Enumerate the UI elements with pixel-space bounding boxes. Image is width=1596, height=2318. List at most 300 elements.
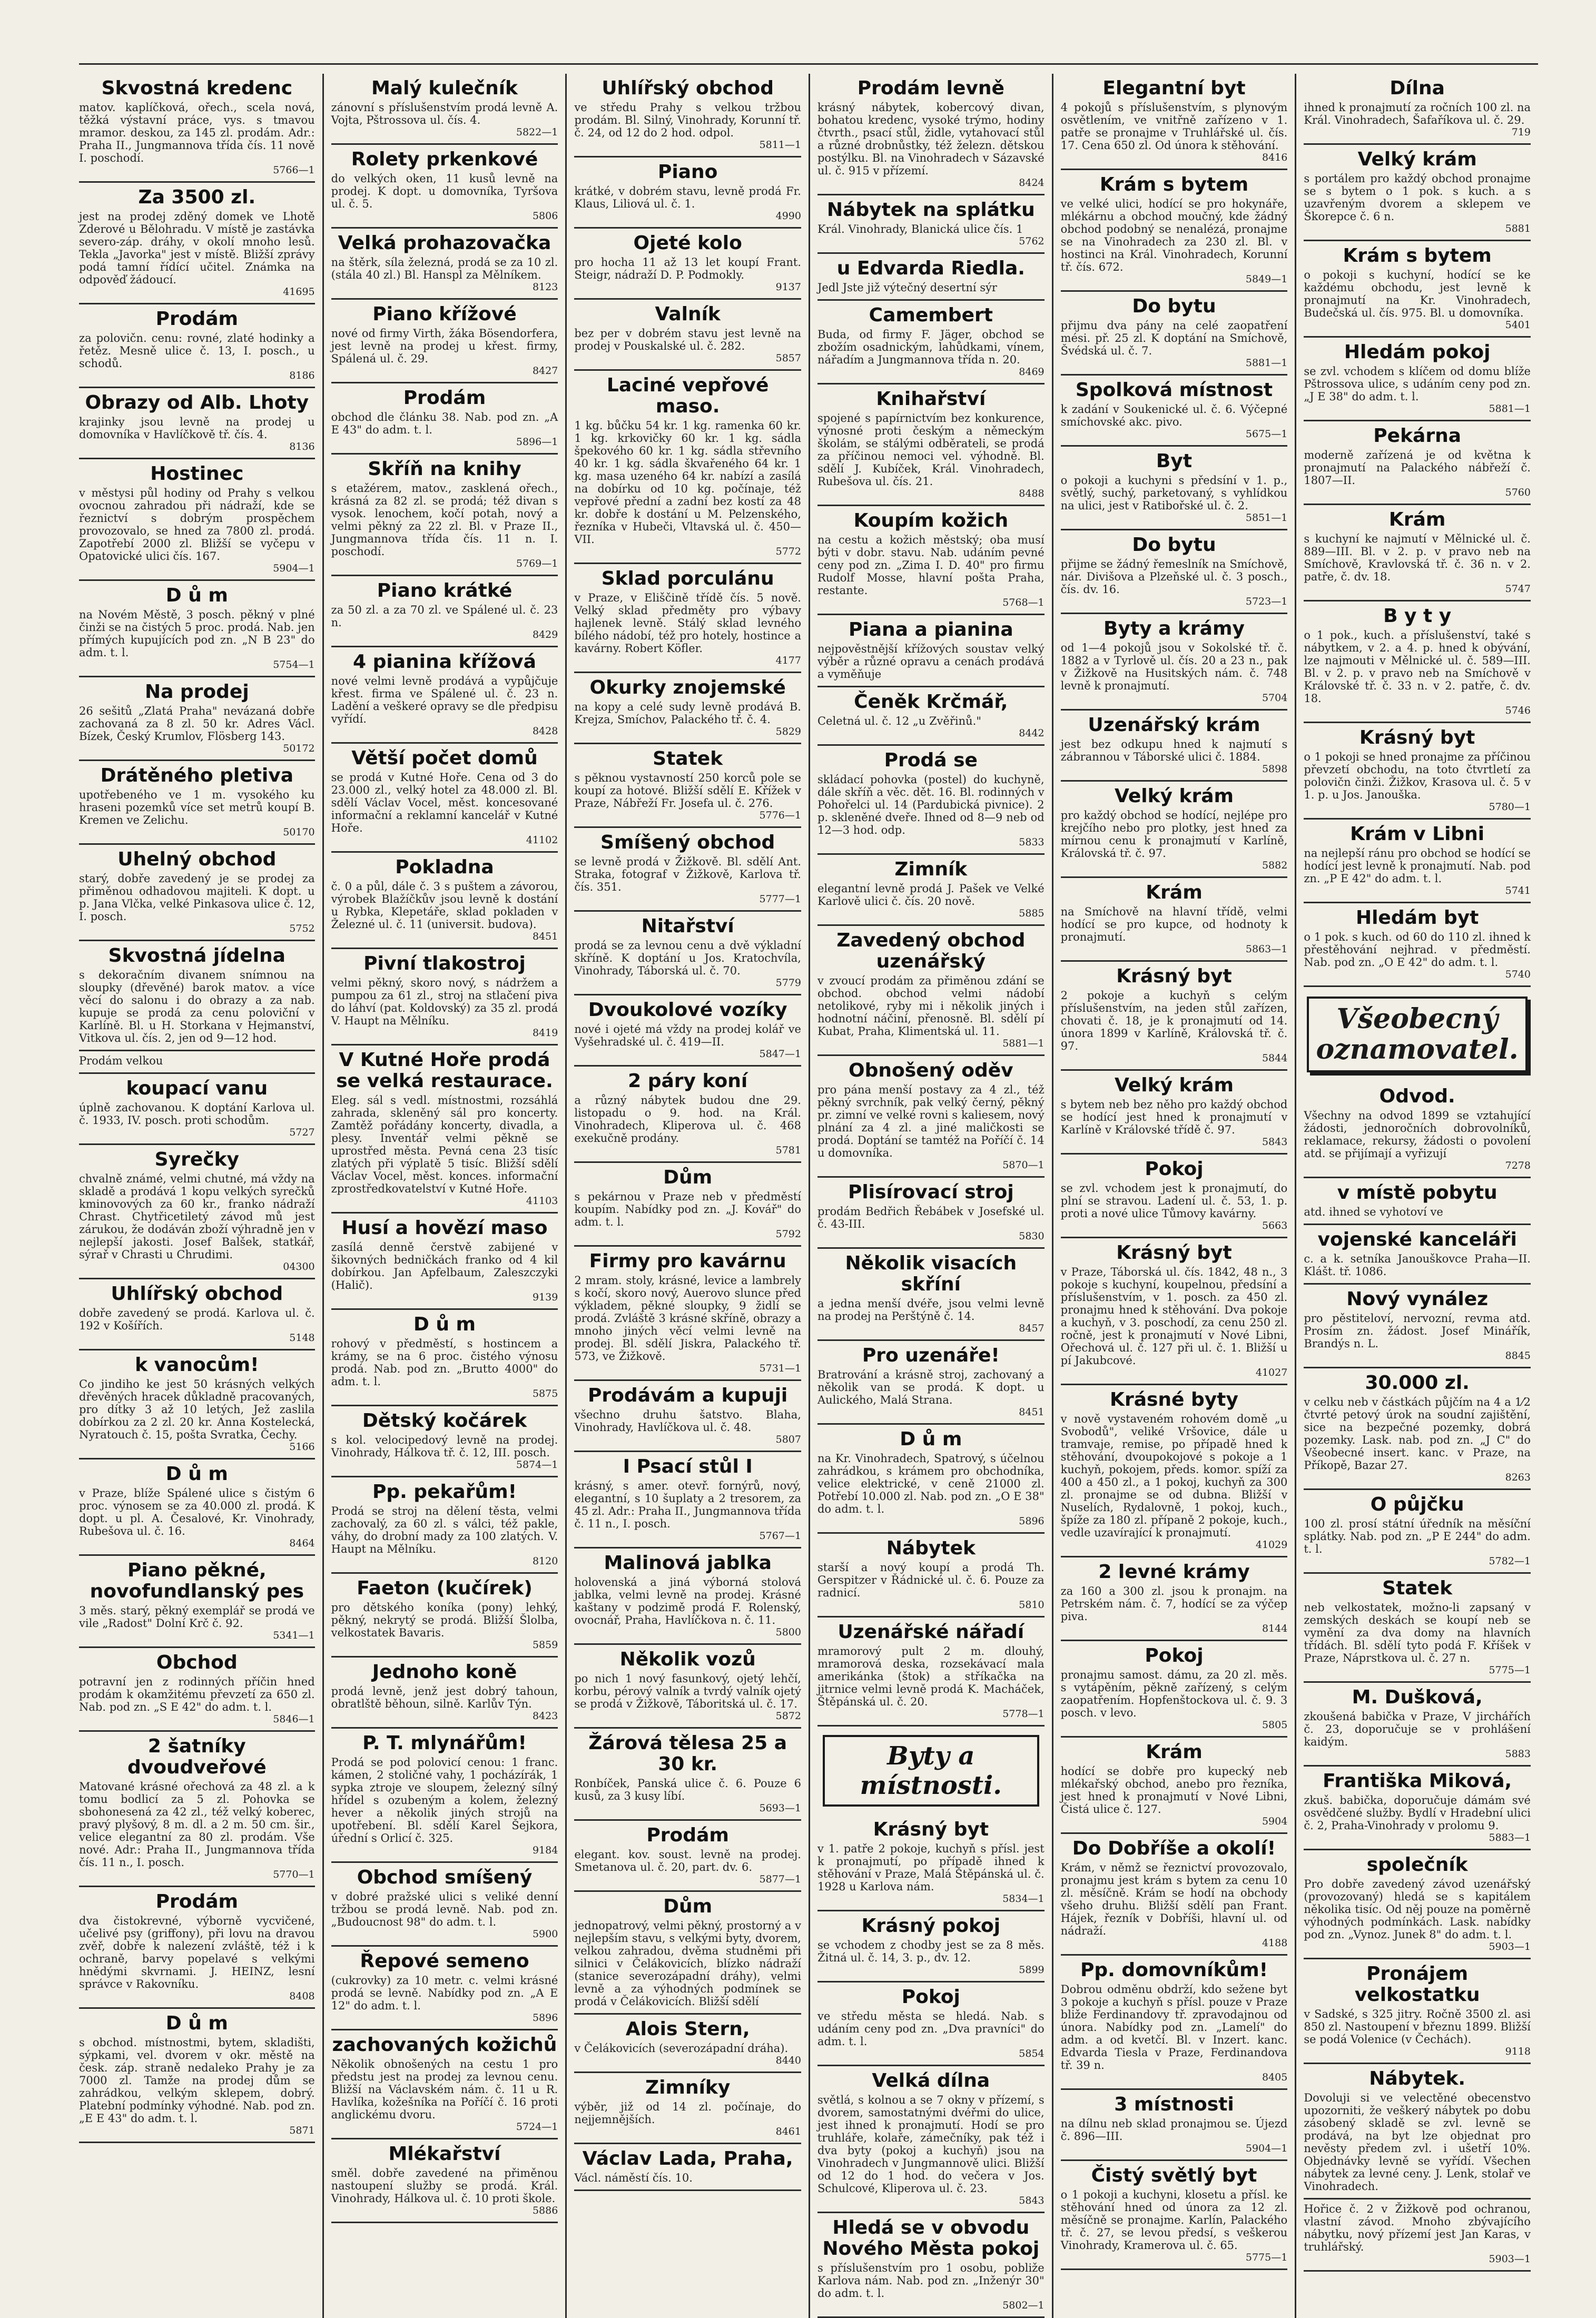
- classified-ad: [1304, 421, 1531, 505]
- ad-code: 5863—1: [1245, 943, 1288, 955]
- classified-ad: [1304, 1683, 1531, 1767]
- ad-code: 5770—1: [273, 1869, 315, 1880]
- ad-title: Elegantní byt: [1102, 77, 1246, 99]
- ad-body: o 1 pokoji a kuchyni, klosetu a přísl. ke stěhování hned od února za 12 zl. měsíčně se pronajme. Karlín, Palackého tř. č. 27, se levou předsí, s veškerou Vinohrady, Kramerova ul. č. 65.: [1060, 2188, 1288, 2252]
- classified-ad: [331, 74, 558, 145]
- ad-title: Nitařství: [641, 915, 734, 937]
- ad-code: 8469: [1019, 366, 1045, 378]
- ad-code: 5792: [775, 1228, 801, 1240]
- classified-ad: [817, 506, 1045, 615]
- ad-body: v městysi půl hodiny od Prahy s velkou ovocnou zahradou při nádraží, kde se řeznictví s dobrým prospěchem provozovalo, se hned za 7800 zl. prodá. Zapotřebí 2000 zl. Bližší se vyčepu v Opatovické ulici čís. 167.: [79, 487, 315, 563]
- ad-title: Koupím kožich: [853, 510, 1009, 531]
- classified-ad: [1061, 878, 1288, 962]
- ad-title: Hostinec: [150, 463, 244, 485]
- ad-body: Celetná ul. č. 12 „u Zvěřinů.": [817, 715, 981, 727]
- ad-code: 5904—1: [1245, 2143, 1288, 2154]
- ad-title: Knihařství: [876, 388, 986, 410]
- ad-code: 5754—1: [273, 659, 315, 670]
- ad-title: Zimníky: [645, 2077, 731, 2098]
- classified-ad: [1304, 241, 1531, 338]
- classified-ad: [817, 384, 1045, 506]
- ad-code: 5881: [1505, 223, 1531, 234]
- ad-body: mramorový pult 2 m. dlouhý, mramorová deska, rozsekávací mala amerikánka (štok) a stříkačka na jitrnice velmi levně prodá K. Macháček, Štěpánská ul. č. 20.: [817, 1645, 1045, 1708]
- ad-title: Plisírovací stroj: [848, 1181, 1014, 1203]
- ad-code: 5882: [1262, 860, 1288, 871]
- ad-code: 5881—1: [1489, 403, 1531, 415]
- ad-code: 8424: [1019, 177, 1045, 189]
- ad-body: s pěknou vystavností 250 korců pole se koupí za hotové. Bližší sdělí E. Křížek v Praze, Nábřeží Fr. Josefa ul. č. 276.: [574, 772, 801, 810]
- ad-body: se levně prodá v Žižkově. Bl. sdělí Ant. Straka, fotograf v Žižkově, Karlova tř. čís. 351.: [574, 855, 801, 893]
- ad-title: 2 páry koní: [628, 1070, 748, 1092]
- ad-code: 8136: [289, 441, 315, 452]
- ad-code: 41102: [526, 834, 558, 846]
- ad-code: 5871: [289, 2125, 315, 2136]
- section-header-box: [823, 1735, 1039, 1807]
- ad-code: 7278: [1505, 1160, 1531, 1171]
- classified-ad: [1061, 170, 1288, 292]
- ad-title: Malinová jablka: [604, 1552, 772, 1574]
- ad-code: 5854: [1019, 2048, 1045, 2059]
- ad-title: Velká dílna: [872, 2070, 990, 2092]
- ad-title: Za 3500 zl.: [138, 186, 256, 208]
- ad-title: Obchod: [156, 1652, 238, 1673]
- classified-ad: [1061, 1385, 1288, 1557]
- ad-title: Hledám pokoj: [1344, 341, 1491, 363]
- ad-title: Dvoukolové vozíky: [588, 999, 787, 1021]
- ad-title: Nábytek na splátku: [826, 199, 1035, 221]
- ad-code: 5874—1: [516, 1459, 558, 1471]
- ad-code: 5780—1: [1489, 801, 1531, 813]
- classified-ad: [1061, 376, 1288, 447]
- ad-code: 5693—1: [759, 1802, 801, 1814]
- ad-code: 5896: [1019, 1515, 1045, 1527]
- ad-body: ihned k pronajmutí za ročních 100 zl. na Král. Vinohradech, Šafaříkova ul. č. 29.: [1304, 101, 1531, 126]
- classified-ad: [331, 1729, 558, 1863]
- ad-body: obchod dle článku 38. Nab. pod zn. „A E 43" do adm. t. l.: [331, 411, 558, 436]
- ad-code: 5881—1: [1245, 357, 1288, 369]
- ad-body: velmi pěkný, skoro nový, s nádržem a pumpou za 61 zl., stroj na stlačení piva do láhví (pat. Koldovský) za 35 zl. prodá V. Haupt na Mělníku.: [331, 976, 558, 1027]
- ad-title: Krásný pokoj: [861, 1915, 1001, 1937]
- ad-title: vojenské kanceláři: [1317, 1229, 1517, 1250]
- ad-body: krásný nábytek, kobercový divan, bohatou kredenc, vysoké trýmo, hodiny čtvrth., psací stůl, židle, vytahovací stůl a různé drobnůstky, též železn. dětskou postýlku. Bl. na Vinohradech v Sázavské ul. č. 915 v přízemí.: [817, 101, 1045, 177]
- ad-body: Prodá se stroj na dělení těsta, velmi zachovalý, za 60 zl. s válci, též pakle, váhy, do drobní mady za 100 zlatých. V. Haupt na Mělníku.: [331, 1505, 558, 1555]
- ad-title: Na prodej: [144, 681, 249, 703]
- ad-body: Bratrování a krásně stroj, zachovaný a několik van se prodá. K dopt. u Aulického, Malá Strana.: [817, 1368, 1045, 1406]
- ad-title: 2 šatníky dvoudveřové: [127, 1735, 267, 1778]
- ad-body: pronajmu samost. dámu, za 20 zl. měs. s vytápěním, pěkně zařízený, s celým zaopatřením. Hopfenštockova ul. č. 9. 3 posch. v levo.: [1060, 1669, 1288, 1719]
- ad-title: Velký krám: [1357, 149, 1477, 170]
- ad-code: 41027: [1255, 1367, 1288, 1378]
- classified-ad: [1304, 145, 1531, 241]
- section-header-title: Všeobecný oznamovatel.: [1316, 1003, 1519, 1066]
- ad-body: Buda, od firmy F. Jäger, obchod se zbožím osadnickým, lahůdkami, vínem, nářadím a Jungmannova třída n. 20.: [817, 328, 1045, 366]
- ad-title: B y t y: [1383, 605, 1452, 627]
- ad-code: 4188: [1262, 1937, 1288, 1949]
- classified-ad: [79, 183, 315, 304]
- ad-body: v dobré pražské ulici s veliké denní tržbou se prodá levně. Nab. pod zn. „Budoucnost 98" do adm. t. l.: [331, 1890, 558, 1928]
- classified-ad: [574, 1247, 801, 1381]
- ad-body: 100 zl. prosí státní úředník na měsíční splátky. Nab. pod zn. „P E 244" do adm. t. l.: [1304, 1517, 1531, 1555]
- ad-title: Pokladna: [395, 856, 494, 878]
- ad-code: 5805: [1262, 1719, 1288, 1731]
- ad-title: Pekárna: [1373, 425, 1462, 447]
- classified-ad: [1061, 530, 1288, 614]
- ad-title: M. Dušková,: [1352, 1686, 1483, 1708]
- ad-title: Zavedený obchod uzenářský: [836, 930, 1026, 972]
- ad-code: 5851—1: [1245, 512, 1288, 524]
- ad-body: prodám Bedřich Řebábek v Josefské ul. č. 43-III.: [817, 1205, 1045, 1230]
- ad-body: Pro dobře zavedený závod uzenářský (provozovaný) hledá se s kapitálem několika tisíc. Od něj pouze na poměrně výhodných podmínkách. Lask. nabídky pod zn. „Vynoz. Junek 8" do adm. t. l.: [1304, 1878, 1531, 1941]
- ad-title: 30.000 zl.: [1365, 1372, 1470, 1394]
- ad-title: u Edvarda Riedla.: [836, 258, 1025, 279]
- classified-ad: [79, 1556, 315, 1648]
- ad-body: v Praze, v Eliščině třídě čís. 5 nově. Velký sklad předměty pro výbavy hajlenek levně. Stálý sklad levného bílého nádobí, též pro hotely, hostince a kavárny. Robert Köfler.: [574, 591, 801, 655]
- ad-title: Nový vynález: [1346, 1288, 1489, 1310]
- classified-ad: [79, 1145, 315, 1279]
- section-header-title: Byty a místnosti.: [860, 1741, 1002, 1800]
- ad-code: 5768—1: [1002, 597, 1045, 608]
- classified-ad: [574, 1821, 801, 1892]
- classified-ad: [574, 300, 801, 371]
- classified-ad: [331, 1477, 558, 1574]
- ad-body: všechno druhu šatstvo. Blaha, Vinohrady, Havlíčkova ul. č. 48.: [574, 1408, 801, 1434]
- ad-title: Prodávám a kupuji: [588, 1385, 788, 1406]
- ad-body: v Praze, Táborská ul. čís. 1842, 48 n., 3 pokoje s kuchyní, koupelnou, předsíní a příslušenstvím, v 1. posch. za 450 zl. pronajmu hned k stěhování. Dva pokoje a kuchyň, v 3. poschodí, za cenu 250 zl. ročně, jest k pronajmutí v Nové Libni, Ořechová ul. č. 127 při ul. č. 1. Bližší u pí Jakubcové.: [1060, 1266, 1288, 1367]
- ad-title: Valník: [655, 303, 721, 325]
- ad-title: Do Dobříše a okolí!: [1072, 1838, 1276, 1859]
- classified-ad: [817, 746, 1045, 855]
- ad-title: Firmy pro kavárnu: [589, 1250, 786, 1272]
- ad-body: se vchodem z chodby jest se za 8 měs. Žitná ul. č. 14, 3. p., dv. 12.: [817, 1939, 1045, 1964]
- classified-ad: [79, 677, 315, 761]
- classified-ad: [817, 1425, 1045, 1534]
- ad-code: 5877—1: [759, 1873, 801, 1885]
- ad-code: 5843: [1019, 2195, 1045, 2206]
- ad-body: 3 měs. starý, pěkný exemplář se prodá ve vile „Radost" Dolní Krč č. 92.: [79, 1604, 315, 1630]
- classified-ad: [817, 926, 1045, 1056]
- ad-code: 8419: [532, 1027, 558, 1039]
- ad-code: 50172: [283, 743, 315, 754]
- classified-ad: [574, 995, 801, 1067]
- ad-code: 5166: [289, 1441, 315, 1453]
- ad-title: Krásný byt: [1359, 727, 1475, 748]
- ad-code: 5747: [1505, 583, 1531, 595]
- ad-title: Pro uzenáře!: [862, 1345, 1000, 1366]
- ad-code: 5843: [1262, 1136, 1288, 1148]
- classified-ad: [331, 229, 558, 300]
- ad-title: Malý kulečník: [371, 77, 518, 99]
- classified-ad: [1304, 601, 1531, 723]
- ad-body: Jedl Jste již výtečný desertní sýr: [817, 281, 997, 294]
- classified-ad: [574, 1892, 801, 2015]
- ad-code: 8423: [532, 1710, 558, 1722]
- ad-body: holovenská a jiná výborná stolová jablka, velmi levně na prodej. Krásné kaštany v podzimě prodá F. Rolenský, ovocnář, Praha, Havlíčkova n. č. 11.: [574, 1576, 801, 1626]
- ad-code: 5704: [1262, 692, 1288, 704]
- ad-body: rohový v předměstí, s hostincem a krámy, se na 6 proc. čistého výnosu prodá. Nab. pod zn. „Brutto 4000" do adm. t. l.: [331, 1337, 558, 1388]
- ad-body: atd. ihned se vyhotoví ve: [1304, 1206, 1443, 1218]
- ad-title: 2 levné krámy: [1098, 1561, 1250, 1583]
- classified-ad: [574, 2015, 801, 2073]
- ad-code: 5883: [1505, 1748, 1531, 1760]
- ad-body: elegantní levně prodá J. Pašek ve Velké Karlově ulici č. čís. 20 nově.: [817, 882, 1045, 908]
- ad-title: D ů m: [165, 585, 228, 606]
- ad-body: o 1 pok. s kuch. od 60 do 110 zl. ihned k přestěhování nejhrad. v předměstí. Nab. pod zn. „O E 42" do adm. t. l.: [1304, 931, 1531, 969]
- ad-code: 8457: [1019, 1323, 1045, 1334]
- classified-ad: [331, 1658, 558, 1729]
- ad-code: 5847—1: [759, 1048, 801, 1060]
- classified-ad: [1061, 614, 1288, 711]
- ad-body: přijmu dva pány na celé zaopatření mési. př. 25 zl. K doptání na Smíchově, Švédská ul. č. 7.: [1060, 319, 1288, 357]
- classified-ad: [574, 2073, 801, 2144]
- ad-title: k vanocům!: [135, 1354, 259, 1376]
- classified-ad: [79, 1459, 315, 1556]
- ad-title: Uhlířský obchod: [602, 77, 774, 99]
- ad-body: matov. kaplíčková, ořech., scela nová, těžká výstavní práce, vys. s tmavou mramor. deskou, za 145 zl. prodám. Adr.: Praha II., Jungmannova třída čís. 11 nově I. poschodí.: [79, 101, 315, 164]
- classified-ad: [1061, 1834, 1288, 1956]
- ad-code: 5829: [775, 726, 801, 737]
- classified-ad: [79, 74, 315, 183]
- ad-title: Drátěného pletiva: [100, 765, 293, 786]
- ad-code: 5833: [1019, 836, 1045, 848]
- ad-body: Hořice č. 2 v Žižkově pod ochranou, vlastní závod. Mnoho zbývajícího nábytku, nový přízemí jest Jan Karas, v truhlářský.: [1304, 2203, 1531, 2253]
- ad-body: Ronbíček, Panská ulice č. 6. Pouze 6 kusů, za 3 kusy líbí.: [574, 1777, 801, 1802]
- classified-ad: [1061, 292, 1288, 376]
- classified-ad: [1061, 711, 1288, 782]
- ad-code: 5896—1: [516, 436, 558, 448]
- classified-ad: [817, 74, 1045, 195]
- ad-title: Piano: [657, 161, 718, 183]
- classified-ad: [79, 304, 315, 388]
- classified-ad: [79, 1887, 315, 2009]
- classified-ad: [331, 1863, 558, 1947]
- ad-body: za polovičn. cenu: rovné, zlaté hodinky a řetěz. Mesně ulice č. 13, I. posch., u schodů.: [79, 332, 315, 370]
- ad-title: Skvostná jídelna: [108, 945, 285, 966]
- ad-code: 8123: [532, 281, 558, 293]
- ad-title: Skvostná kredenc: [101, 77, 293, 99]
- ad-body: po nich 1 nový fasunkový, ojetý lehčí, korbu, pérový valník a tvrdý valník ojetý se prodá v Žižkově, Táboritská ul. č. 17.: [574, 1672, 801, 1710]
- ad-code: 9137: [775, 281, 801, 293]
- ad-title: Jednoho koně: [372, 1661, 517, 1683]
- ad-code: 8440: [775, 2055, 801, 2066]
- ad-body: a jedna menší dvéře, jsou velmi levně na prodej na Perštýně č. 14.: [817, 1297, 1045, 1323]
- ad-title: Dílna: [1390, 77, 1445, 99]
- ad-title: Čeněk Krčmář,: [854, 691, 1008, 713]
- ad-body: o 1 pok., kuch. a příslušenství, také s nábytkem, v 2. a 4. p. hned k obývání, lze najmouti v Mělnické ul. č. 589—III. Bl. v 2. p. v pravo neb na Smíchově v Královské tř. č. 33 n. v 2. patře, č. dv. 18.: [1304, 629, 1531, 705]
- ad-body: Dobrou odměnu obdrží, kdo sežene byt 3 pokoje a kuchyň s přísl. pouze v Praze bliže Ferdinandovy tř. zpravodajnou od února. Nabídky pod zn. „Lamelí" do adm. a od kvetčí. Bl. v Inzert. kanc. Edvarda Tiesla v Praze, Ferdinandova tř. 39 n.: [1060, 1983, 1288, 2072]
- ad-title: Uzenářský krám: [1088, 714, 1260, 736]
- ad-body: pro pěstiteloví, nervozní, revma atd. Prosím zn. žádost. Josef Minářík, Brandýs n. L.: [1304, 1312, 1531, 1350]
- ad-body: skládací pohovka (postel) do kuchyně, dále skříň a věc. dět. 16. Bl. rodinných v Pohořelci ul. 14 (Pardubická pivnice). 2 p. skleněné dveře. Ihned od 8—9 neb od 12—3 hod. odp.: [817, 773, 1045, 836]
- classified-ad: [574, 1452, 801, 1548]
- ad-title: koupací vanu: [126, 1078, 268, 1099]
- ad-code: 5844: [1262, 1052, 1288, 1064]
- column-3: [565, 74, 809, 2318]
- classified-ad: [331, 300, 558, 383]
- ad-body: hodící se dobře pro kupecký neb mlékařský obchod, anebo pro řezníka, jest hned k pronajmutí v Nové Libni, Čistá ulice č. 127.: [1060, 1765, 1288, 1816]
- ad-body: neb velkostatek, možno-li zapsaný v zemských deskách se koupí neb se vymění za dva domy na hlavních třídách. Bl. sdělí tyto podá F. Kříšek v Praze, Náprstkova ul. č. 27 n.: [1304, 1601, 1531, 1664]
- ad-code: 5741: [1505, 885, 1531, 896]
- ad-title: Husí a hovězí maso: [341, 1217, 548, 1239]
- ad-code: 5872: [775, 1710, 801, 1722]
- ad-body: Král. Vinohrady, Blanická ulice čís. 1: [817, 223, 1023, 235]
- ad-body: dobře zavedený se prodá. Karlova ul. č. 192 v Košířích.: [79, 1307, 315, 1332]
- classified-ad: [1304, 1368, 1531, 1490]
- classified-ad: [1061, 1738, 1288, 1834]
- classified-ad: [817, 1534, 1045, 1617]
- ad-code: 8408: [289, 1990, 315, 2002]
- ad-code: 5800: [775, 1626, 801, 1638]
- ad-title: Faeton (kučírek): [357, 1577, 533, 1599]
- classified-ad: [1304, 1767, 1531, 1850]
- ad-code: 5769—1: [516, 558, 558, 569]
- ad-code: 5148: [289, 1332, 315, 1344]
- ad-body: Václ. náměstí čís. 10.: [574, 2172, 693, 2184]
- ad-body: elegant. kov. soust. levně na prodej. Smetanova ul. č. 20, part. dv. 6.: [574, 1848, 801, 1873]
- ad-title: Hledá se v obvodu Nového Města pokoj: [822, 2217, 1040, 2260]
- ad-body: v zvoucí prodám za přiměnou zdání se obchod. obchod velmi nádobí netolikové, ryby mi i několik jiných i hodnotní náčiní, přenosně. Bl. sdělí pí Kubat, Praha, Klimentská ul. 11.: [817, 974, 1045, 1038]
- ad-title: Piano krátké: [377, 580, 513, 601]
- ad-title: Krásný byt: [873, 1819, 989, 1840]
- classified-ad: [1304, 74, 1531, 145]
- ad-code: 5859: [532, 1639, 558, 1651]
- classified-ad: [817, 1911, 1045, 1982]
- ad-code: 5898: [1262, 763, 1288, 775]
- ad-title: Pronájem velkostatku: [1354, 1963, 1480, 2006]
- ad-code: 5772: [775, 546, 801, 557]
- ad-body: 26 sešitů „Zlatá Praha" nevázaná dobře zachovaná za 8 zl. 50 kr. Adres Václ. Bízek, Český Krumlov, Flösberg 143.: [79, 705, 315, 743]
- ad-code: 8144: [1262, 1623, 1288, 1634]
- ad-code: 8451: [1019, 1406, 1045, 1418]
- ad-code: 5727: [289, 1127, 315, 1138]
- ad-code: 5870—1: [1002, 1159, 1045, 1171]
- ad-title: Smíšený obchod: [600, 832, 775, 853]
- classified-ad: [574, 828, 801, 912]
- ad-title: Hledám byt: [1355, 907, 1479, 929]
- ad-title: Ojeté kolo: [633, 232, 742, 254]
- ad-body: zánovní s příslušenstvím prodá levně A. Vojta, Pštrossova ul. čís. 4.: [331, 101, 558, 126]
- ad-body: zkuš. babička, doporučuje dámám své osvědčené služby. Bydlí v Hradební ulici č. 2, Praha-Vinohrady v prolomu 9.: [1304, 1794, 1531, 1832]
- ad-body: na Novém Městě, 3 posch. pěkný v plné činži se na čistých 5 proc. prodá. Nab. jen přímých kupujících pod zn. „N B 23" do adm. t. l.: [79, 608, 315, 659]
- ad-body: (cukrovky) za 10 metr. c. velmi krásné prodá se levně. Nabídky pod zn. „A E 12" do adm. t. l.: [331, 1974, 558, 2012]
- classified-ad: [1061, 1155, 1288, 1238]
- ad-title: O půjčku: [1370, 1494, 1464, 1515]
- ad-body: nové od firmy Virth, žáka Bösendorfera, jest levně na prodej u křest. firmy, Spálená ul. č. 29.: [331, 327, 558, 365]
- ad-title: Laciné vepřové maso.: [606, 374, 769, 417]
- ad-body: Několik obnošených na cestu 1 pro předstu jest na prodej za levnou cenu. Bližší na Václavském nám. č. 11 u R. Havlíka, kožešníka na Poříčí č. 16 proti anglickému dvoru.: [331, 2058, 558, 2121]
- ad-body: Krám, v němž se řeznictví provozovalo, pronajmu jest krám s bytem za cenu 10 zl. měsíčně. Krám se hodí na obchody všeho druhu. Bližší sdělí pan Frant. Hájek, řezník v Dobříši, hlavní ul. od nádraží.: [1060, 1861, 1288, 1937]
- ad-body: přijme se žádný řemeslník na Smíchově, nár. Divišova a Plzeňské ul. č. 3 posch., čís. dv. 16.: [1060, 558, 1288, 596]
- classified-ad: [79, 1279, 315, 1350]
- column-2: [322, 74, 566, 2318]
- classified-ad: [817, 1249, 1045, 1341]
- ad-title: D ů m: [900, 1428, 962, 1450]
- ad-code: 5731—1: [759, 1363, 801, 1374]
- ad-title: zachovaných kožichů: [332, 2034, 557, 2056]
- ad-title: Piano pěkné, novofundlanský pes: [90, 1560, 304, 1602]
- ad-body: Eleg. sál s vedl. místnostmi, rozsáhlá zahrada, skleněný sál pro koncerty. Zamtěž pořádány koncerty, divadla, a plesy. Inventář velmi pěkně se uprostřed města. Pevná cena 23 tisíc zlatých při výplatě 5 tisíc. Bližší sdělí Václav Vocel, měst. konces. informační zprostředkovatelství v Kutné Hoře.: [331, 1094, 558, 1195]
- classified-ad: [817, 195, 1045, 254]
- ad-body: od 1—4 pokojů jsou v Sokolské tř. č. 1882 a v Tyrlově ul. čís. 20 a 23 n., pak v Žižkově na Husitských nám. č. 748 levně k pronajmutí.: [1060, 642, 1288, 692]
- ad-code: 5401: [1505, 319, 1531, 331]
- ad-title: Velká prohazovačka: [338, 232, 551, 254]
- ad-code: 4990: [775, 210, 801, 222]
- ad-code: 5341—1: [273, 1630, 315, 1641]
- classified-ad: [817, 1982, 1045, 2066]
- ad-code: 8120: [532, 1555, 558, 1567]
- classified-ad: [817, 2213, 1045, 2318]
- ad-code: 5776—1: [759, 810, 801, 821]
- ad-code: 8428: [532, 725, 558, 737]
- ad-code: 5781: [775, 1145, 801, 1156]
- ad-code: 8488: [1019, 488, 1045, 499]
- ad-code: 5766—1: [273, 164, 315, 176]
- ad-title: Dům: [663, 1167, 713, 1188]
- ad-body: se zvl. vchodem s klíčem od domu blíže Pštrossova ulice, s udáním ceny pod zn. „J E 38" do adm. t. l.: [1304, 365, 1531, 403]
- classified-ad: [574, 1645, 801, 1729]
- ad-body: světlá, s kolnou a se 7 okny v přízemí, s dvorem, samostatnými dvéřmi do ulice, jest ihned k pronajmutí. Hodí se pro truhláře, kolaře, zámečníky, pak též i dva byty (pokoj a kuchyň) jsou na Vinohradech v Jungmannově ulici. Bližší od 12 do 1 hod. do večera v Jos. Schulcové, Kliperova ul. č. 23.: [817, 2094, 1045, 2195]
- ad-code: 9184: [532, 1844, 558, 1856]
- classified-ad: [1304, 2199, 1531, 2272]
- ad-code: 5896: [532, 2012, 558, 2024]
- ad-title: Nábytek.: [1369, 2068, 1466, 2089]
- ad-code: 8427: [532, 365, 558, 377]
- classified-ad: [1061, 1557, 1288, 1641]
- classified-ad: [1304, 2064, 1531, 2199]
- ad-title: Krám: [1146, 882, 1203, 903]
- ad-code: 5834—1: [1002, 1893, 1045, 1905]
- classified-ad: [1061, 962, 1288, 1071]
- ad-title: Prodám: [646, 1824, 729, 1846]
- ad-title: Krásné byty: [1110, 1389, 1238, 1410]
- classified-ad: [1061, 2161, 1288, 2270]
- ad-title: Františka Miková,: [1323, 1770, 1512, 1792]
- ad-code: 5746: [1505, 705, 1531, 716]
- classified-ad: [79, 1074, 315, 1145]
- ad-body: bez per v dobrém stavu jest levně na prodej v Pouskalské ul. č. 282.: [574, 327, 801, 352]
- ad-title: Prodám: [403, 387, 486, 409]
- ad-body: Matované krásné ořechová za 48 zl. a k tomu bodlicí za 5 zl. Pohovka se sbohonesená za 42 zl., též velký koberec, pravý plyšový, 8 m. dl. a 2 m. 50 cm. šir., velice elegantní za 80 zl. prodám. Vše nové. Adr.: Praha II., Jungmannova třída čís. 11 n., I. posch.: [79, 1780, 315, 1869]
- ad-code: 5779: [775, 977, 801, 989]
- classified-ad: [574, 1548, 801, 1645]
- ad-body: nové velmi levně prodává a vypůjčuje křest. firma ve Spálené ul. č. 23 n. Ladění a veškeré opravy se dle předpisu vyřídí.: [331, 675, 558, 725]
- classified-ad: [79, 761, 315, 845]
- ad-code: 41103: [526, 1195, 558, 1207]
- ad-title: I Psací stůl I: [623, 1456, 753, 1477]
- ad-body: starý, dobře zavedený je se prodej za přiměnou odhadovou majiteli. K dopt. u p. Jana Vlčka, velké Pinkasova ulice č. 12, I. posch.: [79, 872, 315, 923]
- ad-body: na cestu a kožich městský; oba musí býti v dobr. stavu. Nab. udáním pevné ceny pod zn. „Zima I. D. 40" pro firmu Rudolf Mosse, hlavní pošta Praha, restante.: [817, 534, 1045, 597]
- classified-ad: [79, 1648, 315, 1732]
- ad-code: 5782—1: [1489, 1555, 1531, 1567]
- ad-code: 5886: [532, 2205, 558, 2216]
- ad-body: chvalně známé, velmi chutné, má vždy na skladě a prodává 1 kopu velkých syrečků kminovových za 60 kr., franko nádraží Chrast. Chytřicetiletý závod mů jest zárukou, že dodáván zboží výhradně jen v nejlepší jakosti. Josef Balšek, statkář, sýrař v Chrasti u Chrudimi.: [79, 1172, 315, 1261]
- classified-ad: [1304, 1850, 1531, 1959]
- classified-ad: [574, 157, 801, 229]
- ad-body: s bytem neb bez něho pro každý obchod se hodící jest hned k pronajmutí v Karlíně v Královské třídě č. 97.: [1060, 1098, 1288, 1136]
- classified-ad: [331, 1406, 558, 1477]
- ad-body: Prodá se pod polovicí cenou: 1 franc. kámen, 2 stoličné vahy, 1 pocházírák, 1 sypka ztroje ve sloupem, železný sílný hřídel s ozubeným a kolem, železný hever a několik jiných strojů na upotřebení. Bl. sdělí Karel Šejkora, úřední s Orlicí č. 325.: [331, 1756, 558, 1844]
- classified-ad: [1304, 338, 1531, 421]
- ad-body: krajinky jsou levně na prodej u domovníka v Havlíčkově tř. čís. 4.: [79, 416, 315, 441]
- ad-body: pro hocha 11 až 13 let koupí Frant. Steigr, nádraží D. P. Podmokly.: [574, 256, 801, 281]
- ad-code: 5903—1: [1489, 2253, 1531, 2265]
- classified-ad: [574, 673, 801, 744]
- classified-ad: [1061, 1238, 1288, 1385]
- ad-title: Prodám: [155, 1891, 239, 1912]
- ad-body: s kol. velocipedový levně na prodej. Vinohrady, Hálkova tř. č. 12, III. posch.: [331, 1434, 558, 1459]
- ad-body: 2 mram. stoly, krásné, levice a lambrely s kočí, skoro nový, Auerovo slunce před výkladem, pěkné sloupky, 9 židlí se prodá. Zvláště 3 krásné skříně, obrazy a mnoho jiných věcí velmi levně na prodej. Bl. sdělí Jiskra, Palackého tř. 573, ve Žižkově.: [574, 1274, 801, 1363]
- ad-body: potravní jen z rodinných příčin hned prodám k okamžitému převzetí za 650 zl. Nab. pod zn. „S E 42" do adm. t. l.: [79, 1675, 315, 1713]
- ad-title: Mlékařství: [388, 2143, 501, 2165]
